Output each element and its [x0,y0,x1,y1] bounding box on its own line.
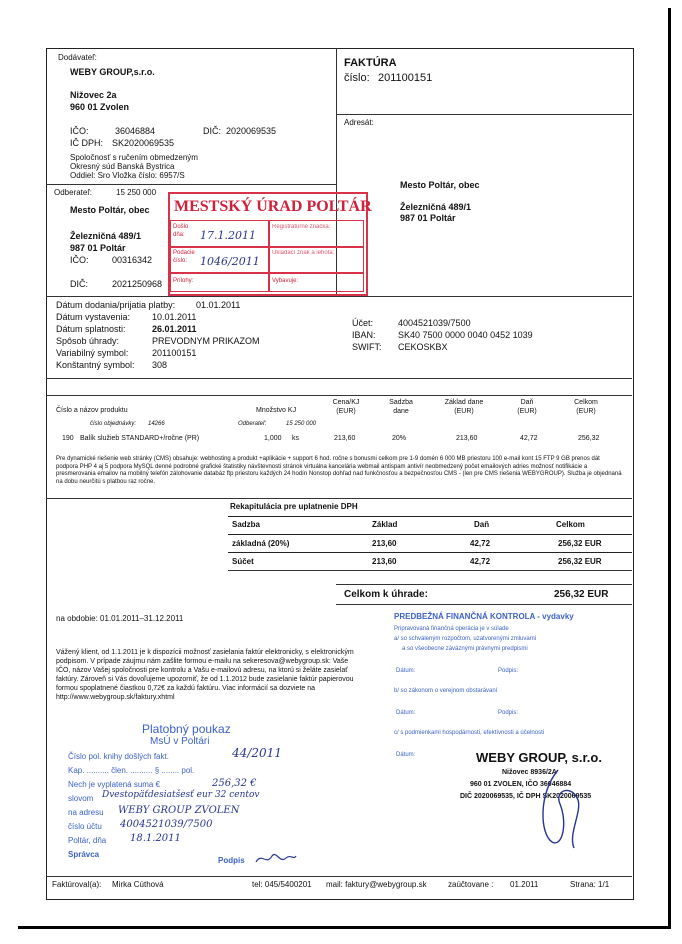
recap-row-tax: 42,72 [470,557,491,566]
supplier-street: Nižovec 2a [70,90,117,100]
voucher-row-label: číslo účtu [68,822,102,831]
control-line: b/ so zákonom o verejnom obstarávaní [394,688,498,694]
col-header-price: Cena/KJ (EUR) [332,399,360,415]
recap-row-total: 256,32 EUR [558,539,602,548]
company-stamp-dic: DIČ 2020069535, IČ DPH SK2020069535 [460,793,592,800]
item-code: 190 [62,435,74,442]
recap-row-base: 213,60 [372,557,397,566]
address-city: 987 01 Poltár [400,213,456,223]
col-header-base: Základ dane (EUR) [444,399,484,415]
recap-header: Sadzba [232,520,261,529]
recap-title: Rekapitulácia pre uplatnenie DPH [230,502,358,511]
stamp-vybavuje-label: Vybavuje: [272,278,299,284]
recap-row-label: základná (20%) [232,539,290,548]
col-header-rate: Sadzba dane [389,399,413,415]
payment-label: Spôsob úhrady: [56,336,120,346]
item-tax: 42,72 [520,435,538,442]
footer-issued-label: Faktúroval(a): [52,880,102,889]
col-header-total: Celkom (EUR) [574,399,598,415]
total-label: Celkom k úhrade: [344,589,428,600]
company-stamp-street: Nižovec 8936/2A [502,769,557,776]
voucher-row-value: 4004521039/7500 [120,819,213,830]
control-line: a so všeobecne záväznými právnymi predpismi [402,646,528,652]
voucher-title: Platobný poukaz [142,722,231,736]
voucher-row-value: 18.1.2011 [130,833,181,844]
voucher-row-value: WEBY GROUP ZVOLEN [118,805,240,816]
control-sign-label: Podpis: [498,710,519,716]
supplier-reg: Okresný súd Banská Bystrica [70,162,175,171]
due-label: Dátum splatnosti: [56,324,126,334]
issue-date: 10.01.2011 [152,312,197,322]
buyer-city: 987 01 Poltár [70,243,126,253]
footer-page: Strana: 1/1 [570,880,610,889]
voucher-podpis: Podpis [218,856,245,865]
footer-booked: 01.2011 [510,880,539,889]
odberatel-label: Odberateľ: [238,421,267,427]
divider [46,296,632,297]
item-total: 256,32 [578,435,600,442]
voucher-row-label: slovom [68,794,94,803]
company-stamp-city: 960 01 ZVOLEN, IČO 36046884 [470,781,572,788]
voucher-row-label: Nech je vyplatená suma € [68,780,161,789]
control-date-label: Dátum: [396,668,416,674]
buyer-ico-label: IČO: [70,255,89,265]
control-line: Pripravovaná finančná operácia je v súlade [394,626,509,632]
order-number: 14266 [148,421,165,427]
footer-mail: mail: faktury@webygroup.sk [326,880,427,889]
odberatel-code: 15 250 000 [286,421,317,427]
buyer-label: Odberateľ: [54,188,92,197]
item-base: 213,60 [456,435,478,442]
item-price: 213,60 [334,435,356,442]
supplier-icdph-label: IČ DPH: [70,138,104,148]
control-line: a/ so schváleným rozpočtom, uzatvorenými zmluvami [394,636,537,642]
voucher-subtitle: MsÚ v Poltári [150,736,210,747]
stamp-dosle-value: 17.1.2011 [200,229,256,242]
buyer-street: Železničná 489/1 [70,231,142,241]
account-label: Účet: [352,318,374,328]
buyer-dic-label: DIČ: [70,279,88,289]
item-note: Pre dynamické riešenie web stránky (CMS) obsahuje: webhosting a produkt +aplikácie + support 6 hod. ročne s bonusmi celkom pre 1-9 domén 6 000 MB priestoru 100 e-mail kont 15 FTP 9 GB prenos dát podpora PHP 4 aj 5 podpora MySQL denné podrobné grafické štatistiky návštevnosti stránok virtuálna kancelária webmail antispam antivír neobmedzený počet emailových adries možnosť notifikácie a presmerovania emailov na mobilný telefón zálohovanie databáz ftp priestoru každých 24 hodín Nonstop dohľad nad funkčnosťou a bezpečnosťou CMS - (len pre CMS riešenia WEBYGROUP). Služba je objednaná na dobu neurčitú s platbou raz ročne. [56,456,622,485]
iban-label: IBAN: [352,330,376,340]
control-date-label: Dátum: [396,710,416,716]
vs-label: Variabilný symbol: [56,348,129,358]
supplier-city: 960 01 Zvolen [70,102,130,112]
voucher-row-value: 256,32 € [212,778,257,789]
account-number: 4004521039/7500 [398,318,471,328]
divider [46,876,632,877]
buyer-ico: 00316342 [112,255,153,265]
supplier-ico-label: IČO: [70,126,89,136]
recap-row-base: 213,60 [372,539,397,548]
voucher-row-label: Číslo pol. knihy došlých fakt. [68,752,169,761]
control-date-label: Dátum: [396,752,416,758]
company-stamp-name: WEBY GROUP, s.r.o. [476,750,602,765]
supplier-label: Dodávateľ: [58,53,97,62]
order-label: číslo objednávky: [90,421,137,427]
recap-row-total: 256,32 EUR [558,557,602,566]
registry-stamp [168,192,372,296]
swift-label: SWIFT: [352,342,382,352]
col-header-tax: Daň (EUR) [517,399,537,415]
supplier-name: WEBY GROUP,s.r.o. [70,67,155,77]
buyer-name: Mesto Poltár, obec [70,205,150,215]
stamp-prilohy-label: Prílohy: [173,278,194,284]
item-name: Balík služieb STANDARD+/ročne (PR) [80,435,200,442]
invoice-title: FAKTÚRA [344,57,397,69]
recap-header: Základ [372,520,398,529]
supplier-reg: Oddiel: Sro Vložka číslo: 6957/S [70,171,185,180]
recap-header: Celkom [556,520,585,529]
stamp-reg-label: Registratúrne značka: [272,224,331,230]
divider [46,395,632,396]
payment-voucher-stamp [60,720,300,870]
divider [336,604,632,605]
control-title: PREDBEŽNÁ FINANČNÁ KONTROLA - vydavky [394,612,574,621]
divider [336,584,632,585]
swift: CEKOSKBX [398,342,448,352]
recap-row-label: Súčet [232,557,254,566]
divider [46,498,632,499]
period: na obdobie: 01.01.2011–31.12.2011 [56,614,184,623]
variable-symbol: 201100151 [152,348,197,358]
total-value: 256,32 EUR [554,589,609,600]
supplier-reg: Spoločnosť s ručením obmedzeným [70,153,198,162]
control-line: c/ s podmienkami hospodárnosti, efektívnosti a účelnosti [394,730,545,736]
item-unit: ks [292,435,299,442]
stamp-podacie-value: 1046/2011 [200,255,260,268]
constant-symbol: 308 [152,360,168,370]
iban: SK40 7500 0000 0040 0452 1039 [398,330,533,340]
stamp-title: MESTSKÝ ÚRAD POLTÁR [174,198,372,215]
footer-issued-name: Mirka Cúthová [112,880,164,889]
voucher-row-label: Poltár, dňa [68,836,107,845]
col-header-product: Číslo a názov produktu [56,407,128,414]
payment-method: PREVODNYM PRIKAZOM [152,336,260,346]
supplier-ico: 36046884 [115,126,156,136]
divider [336,114,632,115]
invoice-number-label: číslo: [344,72,370,84]
voucher-row-label: Kap. .......... člen. .......... § ........ pol. [68,766,195,775]
notice-text: Vážený klient, od 1.1.2011 je k dispozícii možnosť zasielania faktúr elektronicky, s elektronickým podpisom. V prípade záujmu nám zašlite formou e-mailu na sekeresova@webygroup.sk: Vaše IČO, názov Vašej spoločnosti pre kontrolu a Vašu e-mailovú adresu, na ktorú si želáte zasielať faktúry. Zároveň si Vás dovoľujeme upozorniť, že od 1.1.2012 bude zasielanie faktúr papierovou formou spoplatnené čiastkou 0,72€ za každú faktúru. Viac informácií sa dozviete na http://www.webygroup.sk/faktury.xhtml [56,649,354,701]
voucher-row-value: 44/2011 [232,746,282,760]
signature-icon [254,848,298,868]
due-date: 26.01.2011 [152,324,197,334]
item-qty: 1,000 [264,435,282,442]
address-street: Železničná 489/1 [400,202,472,212]
control-sign-label: Podpis: [498,668,519,674]
footer-phone: tel: 045/5400201 [252,880,312,889]
stamp-podacie-label: Podacie číslo: [173,250,195,264]
invoice-number: 201100151 [378,72,433,84]
voucher-row-value: Dvestopäťdesiatšesť eur 32 centov [102,790,260,800]
voucher-row-label: na adresu [68,808,104,817]
item-rate: 20% [392,435,407,442]
ks-label: Konštantný symbol: [56,360,135,370]
buyer-dic: 2021250968 [112,279,163,289]
recap-header: Daň [474,520,490,529]
buyer-code: 15 250 000 [116,188,157,197]
delivery-date: 01.01.2011 [196,300,241,310]
stamp-dosle-label: Došlo dňa: [173,224,189,238]
col-header-qty: Množstvo KJ [256,407,297,414]
supplier-dic: 2020069535 [226,126,277,136]
divider [46,184,336,185]
divider [228,570,632,571]
supplier-dic-label: DIČ: [203,126,221,136]
signature-icon [528,764,588,854]
delivery-label: Dátum dodania/prijatia platby: [56,300,176,310]
issue-label: Dátum vystavenia: [56,312,131,322]
address-label: Adresát: [344,118,374,127]
stamp-lehota-label: Ukladací znak a lehota: [272,250,335,256]
voucher-spravca: Správca [68,850,100,859]
recap-row-tax: 42,72 [470,539,491,548]
address-name: Mesto Poltár, obec [400,180,480,190]
divider [46,378,632,379]
footer-booked-label: zaúčtovane : [448,880,494,889]
supplier-icdph: SK2020069535 [112,138,175,148]
